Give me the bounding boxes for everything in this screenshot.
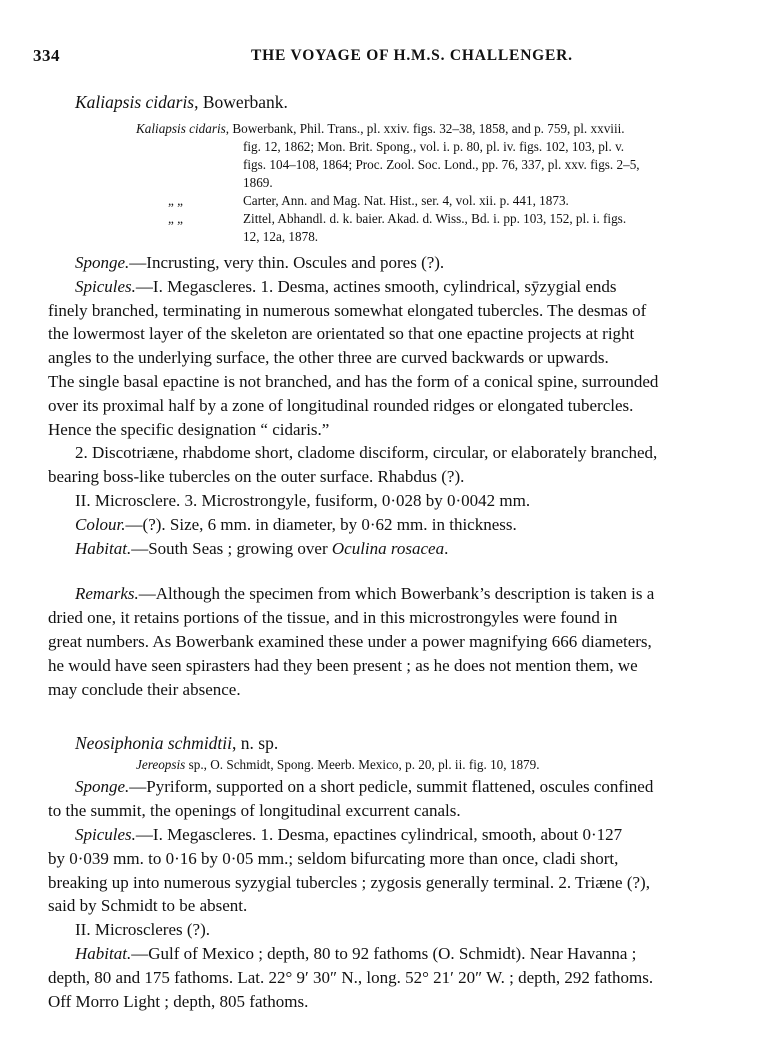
synonym-citation: , Bowerbank, Phil. Trans., pl. xxiv. figs. 32–38, 1858, and p. 759, pl. xxviii. xyxy=(225,121,625,136)
section-text: —(?). Size, 6 mm. in diameter, by 0·62 mm. in thickness. xyxy=(125,514,517,534)
text-line: —I. Megascleres. 1. Desma, actines smooth, cylindrical, sȳzygial ends xyxy=(135,276,617,296)
synonymy-line: 12, 12a, 1878. xyxy=(243,229,319,244)
section-label: Remarks. xyxy=(75,584,139,604)
synonymy-line xyxy=(136,120,748,138)
section-text: . xyxy=(444,538,449,558)
species-name: Kaliapsis cidaris xyxy=(75,92,195,112)
habitat-paragraph xyxy=(75,942,748,966)
text-line: breaking up into numerous syzygial tubercles ; zygosis generally terminal. 2. Triæne (?), xyxy=(48,872,650,892)
text-line: —Gulf of Mexico ; depth, 80 to 92 fathoms (O. Schmidt). Near Havanna ; xyxy=(131,943,637,963)
text-line: to the summit, the openings of longitudinal excurrent canals. xyxy=(48,801,461,821)
sponge-paragraph xyxy=(75,775,748,799)
text-line: may conclude their absence. xyxy=(48,679,241,699)
text-line: angles to the underlying surface, the other three are curved backwards or upwards. xyxy=(48,348,609,368)
text-line: over its proximal half by a zone of longitudinal rounded ridges or elongated tubercles. xyxy=(48,395,634,415)
synonymy-block xyxy=(48,120,748,246)
synonym-name: Jereopsis xyxy=(136,757,186,773)
section-label: Sponge. xyxy=(75,777,130,797)
synonym-citation: Carter, Ann. and Mag. Nat. Hist., ser. 4, vol. xii. p. 441, 1873. xyxy=(243,193,569,208)
synonymy-line xyxy=(48,210,748,228)
ditto-line xyxy=(168,192,748,210)
text-line: bearing boss-like tubercles on the outer surface. Rhabdus (?). xyxy=(48,467,465,487)
synonymy-line xyxy=(48,192,748,210)
text-line: depth, 80 and 175 fathoms. Lat. 22° 9′ 30″ N., long. 52° 21′ 20″ W. ; depth, 292 fathoms. xyxy=(48,967,654,987)
text-line: the lowermost layer of the skeleton are orientated so that one epactine projects at right xyxy=(48,324,635,344)
synonym-citation: sp., O. Schmidt, Spong. Meerb. Mexico, p. 20, pl. ii. fig. 10, 1879. xyxy=(185,757,540,773)
text-line: finely branched, terminating in numerous somewhat elongated tubercles. The desmas of xyxy=(48,300,647,320)
synonymy-line: fig. 12, 1862; Mon. Brit. Spong., vol. i. p. 80, pl. iv. figs. 102, 103, pl. v. xyxy=(243,139,625,154)
section-label: Spicules. xyxy=(75,276,136,296)
section-label: Habitat. xyxy=(75,943,132,963)
host-name: Oculina rosacea xyxy=(331,538,445,558)
spicules-paragraph xyxy=(75,823,748,847)
remarks-block xyxy=(48,582,748,701)
running-title: THE VOYAGE OF H.M.S. CHALLENGER. xyxy=(251,47,573,64)
text-line: Hence the specific designation “ cidaris.” xyxy=(48,419,330,439)
colour-paragraph xyxy=(75,513,748,537)
section-label: Colour. xyxy=(75,514,126,534)
species-author: , n. sp. xyxy=(232,733,279,754)
text-line: —I. Megascleres. 1. Desma, epactines cylindrical, smooth, about 0·127 xyxy=(135,824,623,844)
synonymy-line: 1869. xyxy=(243,175,273,190)
remarks-paragraph xyxy=(75,582,748,606)
text-line: dried one, it retains portions of the tissue, and in this microstrongyles were found in xyxy=(48,608,618,628)
page-header xyxy=(33,46,753,70)
text-line: Off Morro Light ; depth, 805 fathoms. xyxy=(48,991,309,1011)
sponge-paragraph xyxy=(75,251,748,275)
synonym-citation: Zittel, Abhandl. d. k. baier. Akad. d. Wiss., Bd. i. pp. 103, 152, pl. i. figs. xyxy=(243,211,627,226)
page-number: 334 xyxy=(33,46,60,65)
description-kaliapsis xyxy=(48,251,748,560)
synonymy-line: figs. 104–108, 1864; Proc. Zool. Soc. Lond., pp. 76, 337, pl. xxv. figs. 2–5, xyxy=(243,157,640,172)
section-text: —Incrusting, very thin. Oscules and pores (?). xyxy=(129,253,445,272)
species-name: Neosiphonia schmidtii xyxy=(75,733,233,754)
section-label: Habitat. xyxy=(75,538,132,558)
section-label: Sponge. xyxy=(75,253,130,272)
section-text: —South Seas ; growing over xyxy=(131,538,332,558)
description-neosiphonia xyxy=(48,775,748,1013)
text-line: said by Schmidt to be absent. xyxy=(48,896,248,916)
text-line: he would have seen spirasters had they been present ; as he does not mention them, we xyxy=(48,655,638,675)
species-heading-kaliapsis xyxy=(75,90,748,114)
text-line: —Although the specimen from which Bowerbank’s description is taken is a xyxy=(138,584,655,604)
ditto-line xyxy=(168,210,748,228)
text-line: by 0·039 mm. to 0·16 by 0·05 mm.; seldom bifurcating more than once, cladi short, xyxy=(48,848,619,868)
section-label: Spicules. xyxy=(75,824,136,844)
synonym-name: Kaliapsis cidaris xyxy=(136,121,226,136)
discotriaene-paragraph: 2. Discotriæne, rhabdome short, cladome disciform, circular, or elaborately branched, xyxy=(75,443,658,463)
text-line: —Pyriform, supported on a short pedicle, summit flattened, oscules confined xyxy=(129,777,654,797)
spicules-paragraph xyxy=(75,275,748,299)
species-heading-neosiphonia xyxy=(75,731,748,755)
synonymy-line xyxy=(136,755,748,775)
species-author: , Bowerbank. xyxy=(194,92,288,112)
text-line: great numbers. As Bowerbank examined these under a power magnifying 666 diameters, xyxy=(48,631,652,651)
page-body xyxy=(48,90,748,1013)
habitat-paragraph xyxy=(75,537,748,561)
microsclere-paragraph: II. Microsclere. 3. Microstrongyle, fusiform, 0·028 by 0·0042 mm. xyxy=(75,490,531,510)
ditto-marks: „ „ xyxy=(168,211,184,226)
microscleres-paragraph: II. Microscleres (?). xyxy=(75,920,210,940)
text-line: The single basal epactine is not branched, and has the form of a conical spine, surrounded xyxy=(48,371,659,391)
ditto-marks: „ „ xyxy=(168,193,184,208)
